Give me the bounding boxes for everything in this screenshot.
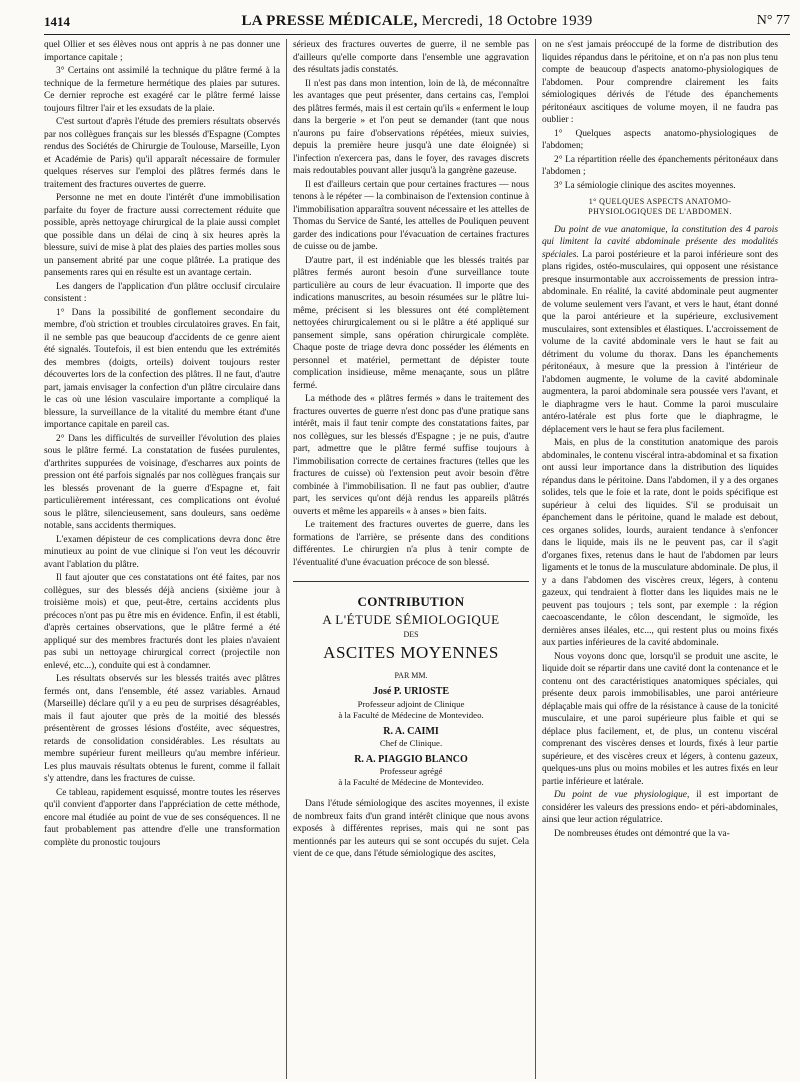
article-title: CONTRIBUTION — [357, 594, 465, 609]
article-main-title: ASCITES MOYENNES — [323, 643, 499, 663]
paragraph: Il est d'ailleurs certain que pour certaines fractures — nous tenons à le répéter — la combinaison de l'extension continue à l'immobilisation apparaîtra souvent nécessaire et les attelles de Thomas du Service de Santé, les attelles de Pouliquen peuvent garder des indications pour l'évacuation de certaines fractures de cuisse ou de jambe. — [293, 179, 529, 252]
byline-prefix: PAR MM. — [394, 670, 428, 680]
paragraph: 1° Dans la possibilité de gonflement secondaire du membre, d'où striction et troubles circulatoires graves. En fait, il ne semble pas que beaucoup d'accidents de ce genre aient été signalés. Toutefois, il est bien entendu que les extrémités des membres (doigts, orteils) doivent toujours rester découvertes lors de la confection des plâtres. Il ne faut, d'autre part, jamais envisager la confection d'un plâtre circulaire dans le cas où une lésion vasculaire importante a compliqué la blessure, la surveillance de la vitalité du membre étant d'une importance capitale en pareil cas. — [44, 307, 280, 430]
author-name: R. A. CAIMI — [383, 725, 439, 737]
journal-masthead — [44, 13, 790, 30]
section-heading: 1° QUELQUES ASPECTS ANATOMO-PHYSIOLOGIQUES DE L'ABDOMEN. — [588, 197, 732, 217]
column-left — [44, 39, 286, 1079]
article-subtitle: A L'ÉTUDE SÉMIOLOGIQUE — [322, 612, 500, 628]
page-number: 1414 — [44, 14, 70, 29]
paragraph: Le traitement des fractures ouvertes de guerre, dans les formations de l'arrière, se présente dans des conditions différentes. Le chirurgien n'a plus à tenir compte de l'éventualité d'une évacuation précoce de son blessé. — [293, 520, 529, 568]
list-item: 3° La sémiologie clinique des ascites moyennes. — [554, 180, 736, 191]
list-item: 1° Quelques aspects anatomo-physiologiques de l'abdomen; — [542, 128, 778, 151]
paragraph: sérieux des fractures ouvertes de guerre, il ne semble pas d'ailleurs qu'elle comporte dans l'ensemble une aggravation des résultats jadis constatés. — [293, 40, 529, 75]
author-name: R. A. PIAGGIO BLANCO — [354, 753, 468, 765]
paragraph: Les dangers de l'application d'un plâtre occlusif circulaire consistent : — [44, 281, 280, 304]
author-affiliation: Chef de Clinique. — [379, 737, 443, 748]
column-middle — [286, 39, 535, 1079]
paragraph: quel Ollier et ses élèves nous ont appris à ne pas donner une importance capitale ; — [44, 40, 280, 63]
author-name: José P. URIOSTE — [372, 686, 450, 698]
article-intro: Dans l'étude sémiologique des ascites moyennes, il existe de nombreux faits d'un grand intérêt clinique que nous avons exposés à différentes reprises, mais qui ne sont pas mentionnés par les auteurs qui se sont occupés du sujet. Cela vient de ce que, dans l'étude sémiologique des ascites, — [293, 799, 529, 860]
issue-date: Mercredi, 18 Octobre 1939 — [421, 13, 593, 29]
paragraph: 2° Dans les difficultés de surveiller l'évolution des plaies sous le plâtre fermé. La constatation de fusées purulentes, d'arthrites suppurées de voisinage, d'escharres aux points de pression ont été parfois signalés par nos collègues français sur les blessés provenant de la guerre d'Espagne et, fait particulièrement intéressant, ces complications ont évolué sous le plâtre, silencieusement, sans douleurs, sans oedème notable, sans accidents thermiques. — [44, 433, 280, 531]
issue-number: N° 77 — [756, 13, 790, 28]
paragraph: Les résultats observés sur les blessés traités avec plâtres fermés ont, dans l'ensemble, été assez variables. Arnaud (Marseille) déclare qu'il y a eu peu de surprises désagréables, mais il faut ajouter que près de la moitié des blessés présentèrent de grosses lésions d'ostéite, avec séquestres, retards de consolidation considérables. Les résultats au membre supérieur furent meilleurs qu'au membre inférieur. Les plus mauvais résultats obtenus le furent, comme il fallait s'y attendre, dans les fractures de cuisse. — [44, 674, 280, 784]
article-connector: DES — [403, 629, 419, 639]
paragraph: Mais, en plus de la constitution anatomique des parois abdominales, le contenu viscéral intra-abdominal et sa fixation ont aussi leur importance dans la distribution des liquides répandus dans le péritoine. Dans l'abdomen, il y a des organes solides, tels que le foie et la rate, dont le poids spécifique est supérieur à celui des liquides. S'il se produisait un épanchement dans le péritoine, quand le malade est debout, ces organes solides, lourds, auraient tendance à s'enfoncer dans le liquide, mais ils ne le peuvent pas, car il s'agit d'organes fixes, retenus dans le haut de l'abdomen par leurs ligaments et le tonus de la musculature abdominale. De plus, il y a dans l'abdomen des viscères creux, légers, à contenu gazeux, qui tendraient à flotter dans les liquides mais ne le peuvent pas toujours ; tels sont, par exemple : la région caecoascendante, le côlon descendant, le sigmoïde, les dernières anses iléales, etc..., qui restent plus ou moins fixés aux parties inférieures de la cavité abdominale. — [542, 438, 778, 649]
paragraph-text: La paroi postérieure et la paroi inférieure sont des plans rigides, ostéo-musculaires, qui opposent une résistance presque insurmontable aux accroissements de pression intra-abdominale. En réalité, la cavité abdominale peut augmenter de volume seulement vers l'avant, et vers le haut, étant donné que la paroi antérieure et la supérieure, exclusivement musculaires, sont extensibles et élastiques. L'accroissement de volume de la cavité abdominale vers le haut se fait au détriment du volume du thorax. Dans les épanchements péritonéaux, à mesure que la pression à l'intérieur de l'abdomen augmente, le volume de la cavité abdominale augmentera, la paroi abdominale sera poussée vers l'avant, et le diaphragme vers le haut. Comme la paroi musculaire antéro-latérale est plus forte que le diaphragme, le déplacement vers le haut se fera plus facilement. — [542, 249, 778, 435]
author-affiliation: à la Faculté de Médecine de Montevideo. — [338, 709, 484, 720]
paragraph: De nombreuses études ont démontré que la va- — [554, 828, 730, 839]
emphasis-text: Du point de vue anatomique, la constitution des 4 parois qui limitent la cavité abdominale présente des modalités spéciales. — [542, 224, 778, 260]
paragraph: Il faut ajouter que ces constatations ont été faites, par nos collègues, sur des blessés déjà anciens (sixième jour à troisième mois) et que, peut-être, certains accidents plus précoces n'ont pas pu être mis en évidence. Enfin, il est établi, d'après certaines observations, que le plâtre fermé a été appliqué sur des membres fracturés dont les plaies n'avaient pas subi un nettoyage chirurgical correct (projectile non enlevé, etc...), conduite qui est à condamner. — [44, 573, 280, 671]
page-header — [44, 10, 790, 35]
paragraph: Ce tableau, rapidement esquissé, montre toutes les réserves qu'il convient d'apporter dans l'appréciation de cette méthode, encore mal étudiée au point de vue de ses conséquences. Il ne faut probablement pas attendre d'elle une transformation complète du pronostic toujours — [44, 787, 280, 848]
paragraph: L'examen dépisteur de ces complications devra donc être minutieux au point de vue clinique si l'on veut les découvrir avant l'ablation du plâtre. — [44, 534, 280, 570]
paragraph: Il n'est pas dans mon intention, loin de là, de méconnaître les avantages que peut présenter, dans certains cas, l'emploi des plâtres fermés, mais il est certain qu'ils « enferment le loup dans la bergerie » et l'on peut se demander (tant que nous n'aurons pu faire d'observations répétées, mieux suivies, depuis la première heure jusqu'à une date éloignée) si l'infection n'exercera pas, dans le foyer, des ravages discrets mais redoutables pouvant aller jusqu'à la gangrène gazeuse. — [293, 78, 529, 176]
author-affiliation: à la Faculté de Médecine de Montevideo. — [338, 777, 484, 788]
paragraph: La méthode des « plâtres fermés » dans le traitement des fractures ouvertes de guerre n'est donc pas d'une pratique sans intérêt, mais il faut tenir compte des constatations faites, par nos collègues, sur les blessés d'Espagne ; je ne puis, d'autre part, admettre que le plâtre fermé suffise toujours à l'immobilisation correcte de certaines fractures (telles que les fractures de cuisse) où l'extension peut avoir besoin d'être combinée à l'immobilisation. Il ne faut pas oublier, d'autre part, les services qu'ont déjà rendus les appareils plâtrés ouverts et même les appareils « à anses » bien faits. — [293, 394, 529, 517]
journal-name: LA PRESSE MÉDICALE, — [241, 13, 418, 29]
paragraph: D'autre part, il est indéniable que les blessés traités par plâtres fermés auront besoin d'une surveillance toute particulière au cours de leur évacuation. Il importe que des indications manuscrites, au besoin résumées sur le plâtre lui-même, précisent si les blessures ont été complètement nettoyées chirurgicalement ou si le plâtre a été appliqué sur pansement simple, sans opération chirurgicale complète. Chaque poste de triage devra donc posséder les éléments en personnel et matériel, permettant de dépister toute complication insidieuse, même menaçante, sous un plâtre fermé. — [293, 255, 529, 391]
paragraph — [542, 789, 778, 827]
paragraph: on ne s'est jamais préoccupé de la forme de distribution des liquides répandus dans le péritoine, et on n'a pas non plus tenu compte de beaucoup d'aspects anatomo-physiologiques de l'abdomen. Pour comprendre clairement les faits sémiologiques dérivés de l'étude des épanchements péritonéaux ascitiques de volume moyen, il ne faudra pas oublier : — [542, 40, 778, 125]
author-affiliation: Professeur adjoint de Clinique — [357, 698, 465, 709]
paragraph: Personne ne met en doute l'intérêt d'une immobilisation parfaite du foyer de fracture aussi correctement réduite que possible, après nettoyage chirurgical de la plaie aussi complet que possible dans un délai de cinq à six heures après la blessure, suivi de mise à plat des plaies des parties molles sous un pansement abrité par une coque plâtrée. La pratique des pansements rares qui en résulte est un avantage certain. — [44, 193, 280, 278]
list-item: 2° La répartition réelle des épanchements péritonéaux dans l'abdomen ; — [542, 154, 778, 177]
paragraph: 3° Certains ont assimilé la technique du plâtre fermé à la technique de la fermeture hermétique des plaies par sutures. Ce dernier reproche est exagéré car le plâtre fermé laisse toujours filtrer l'air et les exsudats de la plaie. — [44, 66, 280, 114]
author-affiliation: Professeur agrégé — [379, 766, 443, 777]
paragraph: Nous voyons donc que, lorsqu'il se produit une ascite, le liquide doit se répartir dans une cavité dont la contenance et le contenu ont des caractéristiques anatomiques spéciales, qui présente deux parois immobilisables, une paroi antérieure déplaçable mais qui offre de la résistance à cause de la tonicité musculaire, et une paroi supérieure plus faible et qui se déplace plus facilement, et, de plus, un contenu viscéral comprenant des viscères denses et lourds, fixés à leur partie supérieure, et des viscères creux et légers, à contenu gazeux, quelques-uns plus ou moins mobiles et les autres fixés en leur partie inférieure et latérale. — [542, 651, 778, 787]
paragraph: C'est surtout d'après l'étude des premiers résultats observés par nos collègues français sur les blessés d'Espagne (Comptes rendus des Sociétés de Chirurgie de Toulouse, Marseille, Lyon et Académie de Paris) qu'il apparaît nécessaire de formuler quelques réserves sur l'emploi des plâtres fermés dans le traitement des fractures ouvertes de guerre. — [44, 117, 280, 190]
paragraph — [542, 224, 778, 437]
column-right — [535, 39, 784, 1079]
text-columns — [44, 39, 790, 1079]
emphasis-text: Du point de vue physiologique, — [554, 790, 690, 801]
article-heading — [293, 581, 529, 788]
paragraph-text: il est important de considérer les valeurs des pressions endo- et péri-abdominales, ainsi que leur action régulatrice. — [542, 790, 778, 826]
